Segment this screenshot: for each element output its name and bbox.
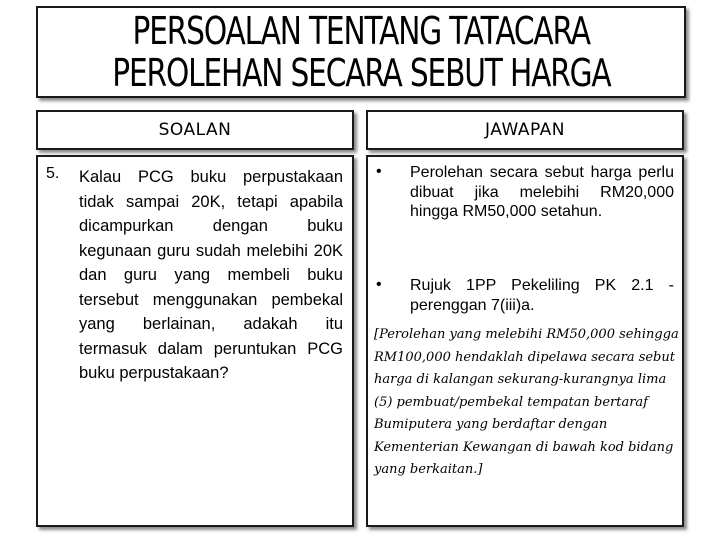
bullet-icon: • (376, 276, 382, 293)
question-text: Kalau PCG buku perpustakaan tidak sampai 20K, tetapi apabila dicampurkan dengan buku kegunaan guru sudah melebihi 20K dan guru yang membeli buku tersebut menggunakan pembekal yang berlainan, adakah itu termasuk dalam peruntukan PCG buku perpustakaan? (79, 168, 343, 382)
page-title-line-1: PERSOALAN TENTANG TATACARA (132, 9, 590, 53)
title-box (36, 6, 686, 98)
jawapan-header (366, 110, 684, 150)
bullet-icon: • (376, 163, 382, 180)
answer-note: [Perolehan yang melebihi RM50,000 sehingga RM100,000 hendaklah dipelawa secara sebut harga di kalangan sekurang-kurangnya lima (5) pembuat/pembekal tempatan bertaraf Bumiputera yang berdaftar dengan Kementerian Kewangan di bawah kod bidang yang berkaitan.] (374, 327, 679, 477)
page-title-line-2: PEROLEHAN SECARA SEBUT HARGA (111, 51, 611, 95)
question-panel (36, 155, 354, 527)
soalan-header-label: SOALAN (158, 120, 232, 140)
question-number: 5. (46, 165, 60, 182)
answer-panel (366, 155, 684, 527)
jawapan-header-label: JAWAPAN (485, 120, 565, 140)
soalan-header (36, 110, 354, 150)
answer-point-2: Rujuk 1PP Pekeliling PK 2.1 - perenggan 7(iii)a. (410, 277, 674, 314)
answer-point-1: Perolehan secara sebut harga perlu dibuat jika melebihi RM20,000 hingga RM50,000 setahun. (410, 164, 674, 220)
